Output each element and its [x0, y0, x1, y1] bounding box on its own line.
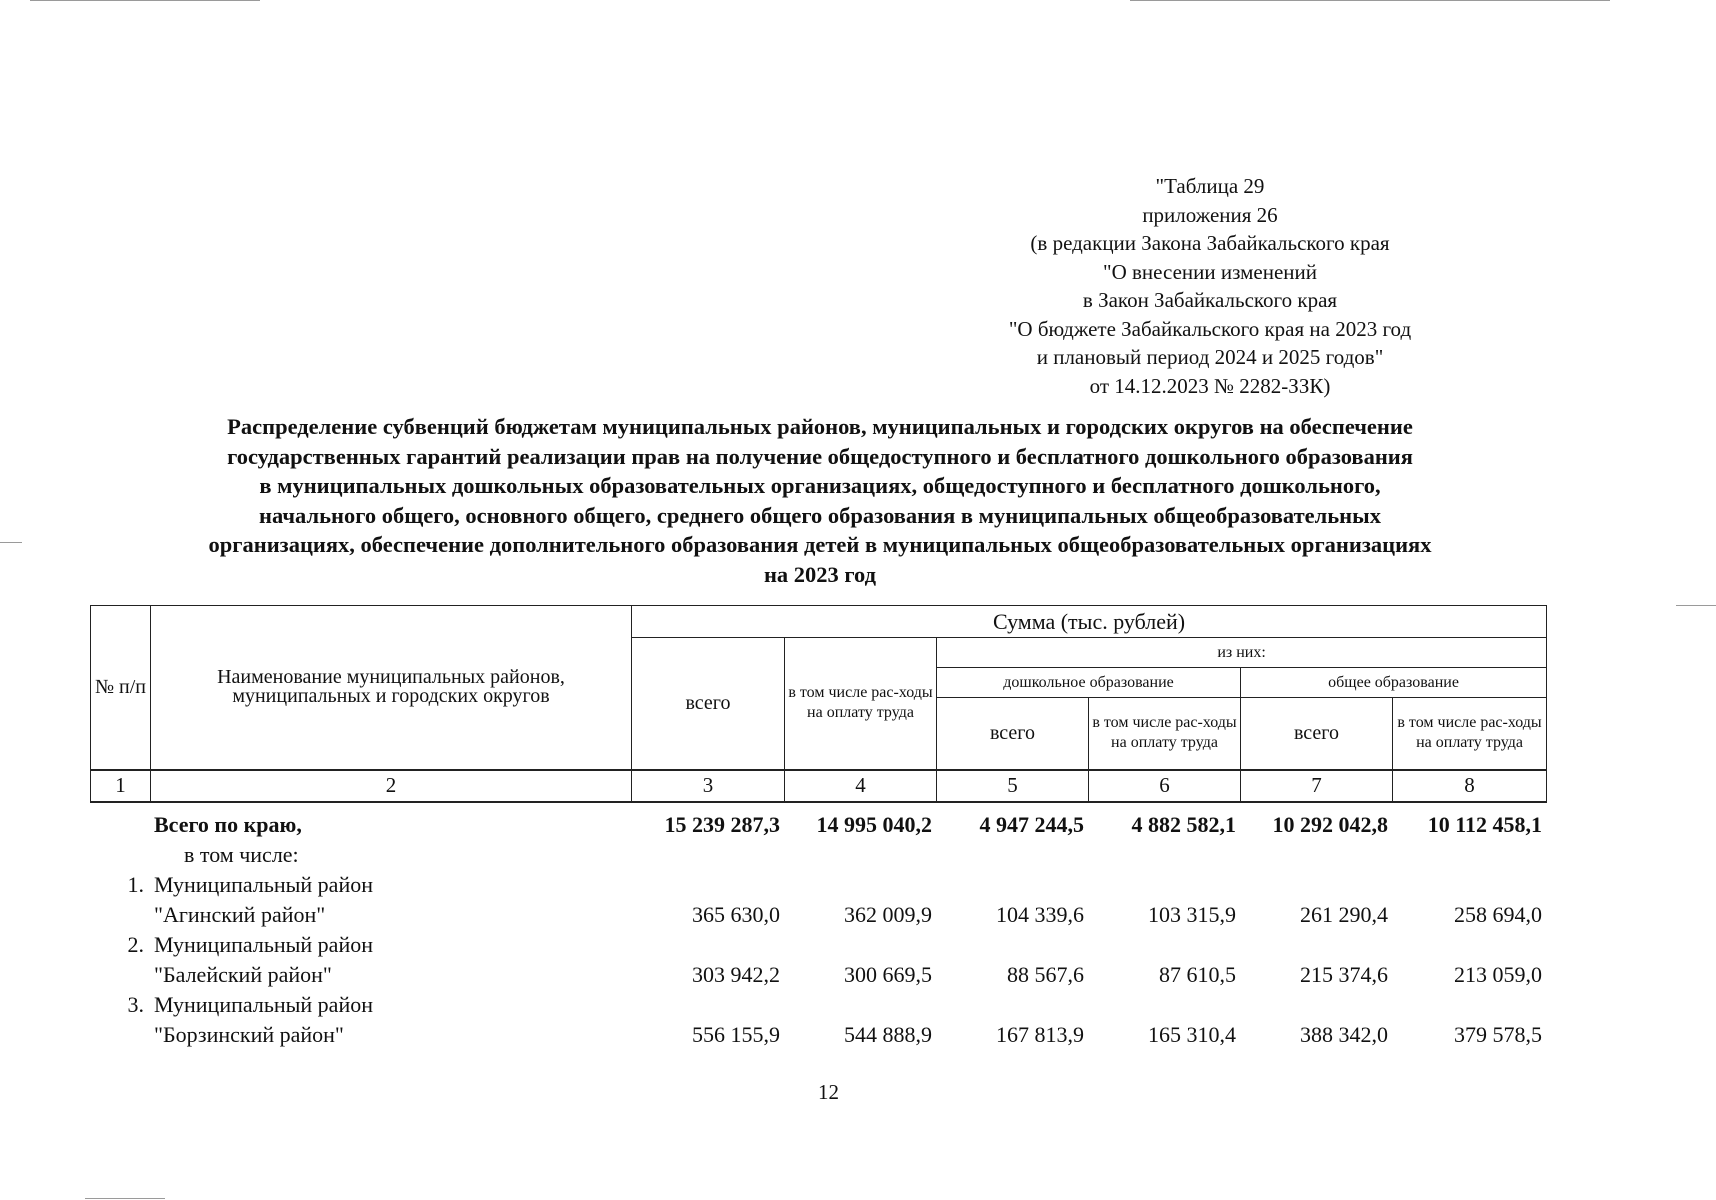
total-label: Всего по краю,	[154, 812, 302, 837]
table-cell: 379 578,5	[1454, 1022, 1542, 1047]
note-line: приложения 26	[1142, 202, 1278, 227]
table-body	[90, 810, 1546, 1050]
table-cell: 14 995 040,2	[816, 812, 932, 837]
note-line: (в редакции Закона Забайкальского края	[1030, 231, 1390, 255]
header-total: всего	[632, 638, 785, 770]
sub-label-row	[90, 840, 1546, 870]
table-cell: 215 374,6	[1300, 962, 1388, 987]
note-line: "О внесении изменений	[1103, 259, 1317, 284]
table-cell: 167 813,9	[996, 1022, 1084, 1047]
note-line: и плановый период 2024 и 2025 годов"	[1036, 345, 1384, 369]
header-general-wages: в том числе рас-ходы на оплату труда	[1393, 698, 1547, 770]
total-row	[90, 810, 1546, 840]
header-general: общее образование	[1241, 668, 1547, 698]
row-index: 2.	[127, 932, 144, 957]
table-cell: 103 315,9	[1148, 902, 1236, 927]
scan-line	[85, 1198, 165, 1199]
title-line: на 2023 год	[763, 561, 877, 587]
scan-line	[30, 0, 260, 1]
note-line: "Таблица 29	[1155, 174, 1265, 198]
title-line: в муниципальных дошкольных образовательных организациях, общедоступного и бесплатного дошкольного,	[259, 473, 1381, 498]
column-number: 2	[151, 770, 632, 802]
row-name-line1: Муниципальный район	[154, 932, 373, 957]
column-number: 8	[1393, 770, 1547, 802]
header-preschool-total: всего	[937, 698, 1089, 770]
table-cell: 165 310,4	[1148, 1022, 1236, 1047]
table-cell: 10 112 458,1	[1427, 812, 1542, 837]
scan-line	[1676, 605, 1716, 606]
table-cell: 362 009,9	[844, 902, 932, 927]
row-name-line2: "Балейский район"	[154, 962, 332, 987]
table-row	[90, 900, 1546, 930]
table-cell: 303 942,2	[692, 962, 780, 987]
table-cell: 15 239 287,3	[664, 812, 780, 837]
note-line: в Закон Забайкальского края	[1082, 288, 1338, 312]
note-line: от 14.12.2023 № 2282-ЗЗК)	[1089, 373, 1331, 398]
header-number: № п/п	[91, 606, 151, 770]
title-line: начального общего, основного общего, среднего общего образования в муниципальных общеобразовательных	[259, 502, 1381, 528]
table-row	[90, 930, 1546, 960]
table-cell: 10 292 042,8	[1272, 812, 1388, 837]
row-name-line2: "Борзинский район"	[154, 1022, 344, 1047]
header-preschool: дошкольное образование	[937, 668, 1241, 698]
row-index: 3.	[127, 992, 144, 1017]
table-cell: 261 290,4	[1300, 902, 1388, 927]
header-incl-wages: в том числе рас-ходы на оплату труда	[785, 638, 937, 770]
header-name: Наименование муниципальных районов, муниципальных и городских округов	[151, 606, 632, 770]
note-line: "О бюджете Забайкальского края на 2023 год	[1008, 316, 1412, 341]
column-number: 7	[1241, 770, 1393, 802]
table-cell: 388 342,0	[1300, 1022, 1388, 1047]
table-cell: 556 155,9	[692, 1022, 780, 1047]
title-line: государственных гарантий реализации прав на получение общедоступного и бесплатного дошкольного образования	[227, 443, 1413, 469]
page-number: 12	[818, 1080, 839, 1104]
table-cell: 365 630,0	[692, 902, 780, 927]
header-of-which: из них:	[937, 638, 1547, 668]
row-name-line1: Муниципальный район	[154, 872, 373, 897]
table-cell: 258 694,0	[1454, 902, 1542, 927]
column-number: 1	[91, 770, 151, 802]
table-header	[90, 605, 1547, 803]
header-preschool-wages: в том числе рас-ходы на оплату труда	[1089, 698, 1241, 770]
column-number: 5	[937, 770, 1089, 802]
table-row	[90, 990, 1546, 1020]
scan-line	[0, 542, 22, 543]
column-number: 3	[632, 770, 785, 802]
table-cell: 300 669,5	[844, 962, 932, 987]
table-cell: 88 567,6	[1007, 962, 1084, 987]
table-cell: 213 059,0	[1454, 962, 1542, 987]
table-annex-note	[950, 172, 1470, 400]
table-cell: 544 888,9	[844, 1022, 932, 1047]
table-cell: 104 339,6	[996, 902, 1084, 927]
header-sum: Сумма (тыс. рублей)	[632, 606, 1547, 638]
column-number: 4	[785, 770, 937, 802]
row-name-line1: Муниципальный район	[154, 992, 373, 1017]
table-row	[90, 1020, 1546, 1050]
table-row	[90, 960, 1546, 990]
table-cell: 4 882 582,1	[1131, 812, 1236, 837]
table-row	[90, 870, 1546, 900]
column-number: 6	[1089, 770, 1241, 802]
title-line: Распределение субвенций бюджетам муниципальных районов, муниципальных и городских округов на обеспечение	[227, 414, 1413, 439]
title-line: организациях, обеспечение дополнительного образования детей в муниципальных общеобразовательных организациях	[208, 532, 1432, 557]
table-cell: 87 610,5	[1159, 962, 1236, 987]
sub-label: в том числе:	[184, 842, 299, 867]
table-cell: 4 947 244,5	[979, 812, 1084, 837]
document-title	[80, 412, 1560, 589]
scan-line	[1130, 0, 1610, 1]
row-index: 1.	[127, 872, 144, 897]
header-general-total: всего	[1241, 698, 1393, 770]
row-name-line2: "Агинский район"	[154, 902, 326, 927]
